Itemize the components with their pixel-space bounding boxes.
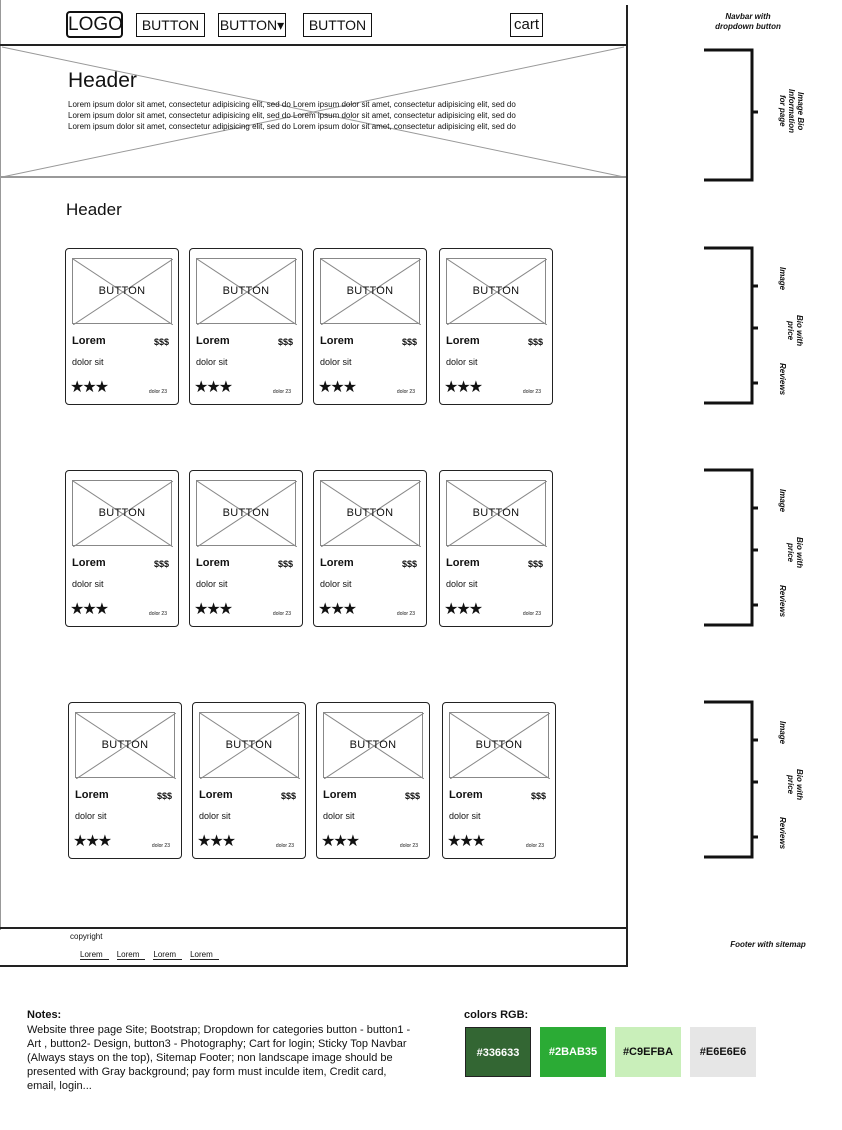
card-review-count: dolor 23 (148, 611, 167, 617)
card-title: Lorem (446, 335, 480, 347)
bracket-card-row (700, 468, 760, 630)
product-card[interactable] (316, 702, 430, 859)
card-image-button-label: BUTTON (346, 507, 394, 519)
annotation-footer: Footer with sitemap (730, 940, 806, 949)
hero-text-line: Lorem ipsum dolor sit amet, consectetur adipisicing elit, sed do Lorem ipsum dolor sit amet, consectetur adipisicing elit, sed do (68, 111, 516, 120)
card-title: Lorem (196, 557, 230, 569)
footer-copyright: copyright (70, 932, 103, 941)
card-subtitle: dolor sit (449, 811, 481, 821)
sitemap-link[interactable]: Lorem (153, 950, 182, 960)
footer-sitemap (80, 950, 219, 960)
card-title: Lorem (446, 557, 480, 569)
star-rating-icon: ★★★ (194, 601, 232, 618)
star-rating-icon: ★★★ (194, 379, 232, 396)
card-image-button-label: BUTTON (101, 739, 149, 751)
card-title: Lorem (75, 789, 109, 801)
star-rating-icon: ★★★ (444, 379, 482, 396)
card-image-button-label: BUTTON (98, 285, 146, 297)
product-card[interactable] (439, 248, 553, 405)
card-review-count: dolor 23 (522, 389, 541, 395)
annotation-card-bio: Bio with price (786, 537, 804, 569)
product-card[interactable] (68, 702, 182, 859)
hero-text-line: Lorem ipsum dolor sit amet, consectetur adipisicing elit, sed do Lorem ipsum dolor sit amet, consectetur adipisicing elit, sed do (68, 122, 516, 131)
card-price: $$$ (401, 559, 417, 569)
card-price: $$$ (404, 791, 420, 801)
card-image-placeholder[interactable] (446, 258, 546, 324)
star-rating-icon: ★★★ (70, 601, 108, 618)
card-subtitle: dolor sit (320, 357, 352, 367)
logo[interactable]: LOGO (66, 11, 123, 38)
annotation-card-image: Image (778, 489, 787, 513)
annotation-card-bio: Bio with price (786, 315, 804, 347)
product-card[interactable] (313, 470, 427, 627)
cart-button[interactable]: cart (510, 13, 543, 37)
star-rating-icon: ★★★ (70, 379, 108, 396)
card-subtitle: dolor sit (199, 811, 231, 821)
annotation-card-image: Image (778, 721, 787, 745)
card-price: $$$ (156, 791, 172, 801)
footer-divider (0, 927, 628, 929)
card-title: Lorem (449, 789, 483, 801)
star-rating-icon: ★★★ (197, 833, 235, 850)
product-card[interactable] (192, 702, 306, 859)
bracket-card-row (700, 246, 760, 408)
sitemap-link[interactable]: Lorem (117, 950, 146, 960)
card-image-placeholder[interactable] (446, 480, 546, 546)
card-title: Lorem (196, 335, 230, 347)
annotation-card-reviews: Reviews (778, 362, 787, 396)
nav-button-1[interactable]: BUTTON (136, 13, 205, 37)
card-review-count: dolor 23 (396, 389, 415, 395)
card-review-count: dolor 23 (522, 611, 541, 617)
card-subtitle: dolor sit (72, 357, 104, 367)
card-image-placeholder[interactable] (72, 480, 172, 546)
bracket-hero (700, 48, 760, 183)
product-card[interactable] (65, 470, 179, 627)
card-title: Lorem (320, 557, 354, 569)
annotation-hero: Image Bio Information for page (778, 89, 805, 133)
card-price: $$$ (527, 337, 543, 347)
card-subtitle: dolor sit (196, 579, 228, 589)
sitemap-link[interactable]: Lorem (190, 950, 219, 960)
star-rating-icon: ★★★ (444, 601, 482, 618)
product-card[interactable] (442, 702, 556, 859)
annotation-card-reviews: Reviews (778, 816, 787, 850)
annotation-navbar: Navbar with dropdown button (715, 12, 781, 31)
colors-title: colors RGB: (464, 1009, 529, 1021)
card-image-button-label: BUTTON (349, 739, 397, 751)
card-price: $$$ (401, 337, 417, 347)
bracket-card-row (700, 700, 760, 862)
hero-title: Header (68, 69, 137, 92)
card-image-button-label: BUTTON (225, 739, 273, 751)
card-price: $$$ (153, 337, 169, 347)
nav-dropdown-button[interactable]: BUTTON▾ (218, 13, 286, 37)
card-image-button-label: BUTTON (222, 285, 270, 297)
card-subtitle: dolor sit (446, 357, 478, 367)
card-price: $$$ (277, 559, 293, 569)
annotation-card-image: Image (778, 267, 787, 291)
card-image-placeholder[interactable] (196, 480, 296, 546)
card-image-button-label: BUTTON (98, 507, 146, 519)
notes-title: Notes: (27, 1009, 62, 1021)
card-review-count: dolor 23 (272, 389, 291, 395)
annotation-card-reviews: Reviews (778, 584, 787, 618)
product-card[interactable] (189, 470, 303, 627)
card-image-placeholder[interactable] (323, 712, 423, 778)
card-subtitle: dolor sit (446, 579, 478, 589)
card-image-button-label: BUTTON (222, 507, 270, 519)
card-review-count: dolor 23 (148, 389, 167, 395)
card-image-placeholder[interactable] (449, 712, 549, 778)
card-review-count: dolor 23 (272, 611, 291, 617)
card-image-button-label: BUTTON (475, 739, 523, 751)
card-image-placeholder[interactable] (320, 480, 420, 546)
card-price: $$$ (530, 791, 546, 801)
card-subtitle: dolor sit (72, 579, 104, 589)
hero-image-placeholder (0, 46, 626, 179)
card-review-count: dolor 23 (396, 611, 415, 617)
card-image-button-label: BUTTON (472, 507, 520, 519)
card-image-placeholder[interactable] (199, 712, 299, 778)
card-image-button-label: BUTTON (472, 285, 520, 297)
card-price: $$$ (277, 337, 293, 347)
card-review-count: dolor 23 (399, 843, 418, 849)
card-image-button-label: BUTTON (346, 285, 394, 297)
card-image-placeholder[interactable] (72, 258, 172, 324)
navbar (0, 5, 628, 46)
color-swatch: #C9EFBA (615, 1027, 681, 1077)
product-card[interactable] (439, 470, 553, 627)
card-title: Lorem (72, 335, 106, 347)
star-rating-icon: ★★★ (447, 833, 485, 850)
card-subtitle: dolor sit (196, 357, 228, 367)
card-title: Lorem (199, 789, 233, 801)
color-swatch: #2BAB35 (540, 1027, 606, 1077)
product-card[interactable] (65, 248, 179, 405)
card-image-placeholder[interactable] (320, 258, 420, 324)
card-image-placeholder[interactable] (196, 258, 296, 324)
star-rating-icon: ★★★ (318, 601, 356, 618)
product-card[interactable] (313, 248, 427, 405)
card-review-count: dolor 23 (275, 843, 294, 849)
card-title: Lorem (323, 789, 357, 801)
card-subtitle: dolor sit (323, 811, 355, 821)
card-title: Lorem (72, 557, 106, 569)
card-price: $$$ (280, 791, 296, 801)
nav-button-3[interactable]: BUTTON (303, 13, 372, 37)
card-review-count: dolor 23 (525, 843, 544, 849)
section-title: Header (66, 200, 122, 219)
card-price: $$$ (153, 559, 169, 569)
card-price: $$$ (527, 559, 543, 569)
annotation-card-bio: Bio with price (786, 769, 804, 801)
card-review-count: dolor 23 (151, 843, 170, 849)
card-subtitle: dolor sit (320, 579, 352, 589)
notes-text: Website three page Site; Bootstrap; Dropdown for categories button - button1 - Art , button2- Design, button3 - Photography; Cart for login; Sticky Top Navbar (Always stays on the top), Sitemap Footer; non landscape image should be presented with Gray background; pay form must inculde item, Credit card, email, login... (27, 1024, 411, 1092)
card-subtitle: dolor sit (75, 811, 107, 821)
product-card[interactable] (189, 248, 303, 405)
star-rating-icon: ★★★ (73, 833, 111, 850)
hero-text (68, 99, 538, 132)
star-rating-icon: ★★★ (321, 833, 359, 850)
color-swatch: #336633 (465, 1027, 531, 1077)
hero-text-line: Lorem ipsum dolor sit amet, consectetur adipisicing elit, sed do Lorem ipsum dolor sit amet, consectetur adipisicing elit, sed do (68, 100, 516, 109)
sitemap-link[interactable]: Lorem (80, 950, 109, 960)
star-rating-icon: ★★★ (318, 379, 356, 396)
card-image-placeholder[interactable] (75, 712, 175, 778)
card-title: Lorem (320, 335, 354, 347)
color-swatch: #E6E6E6 (690, 1027, 756, 1077)
